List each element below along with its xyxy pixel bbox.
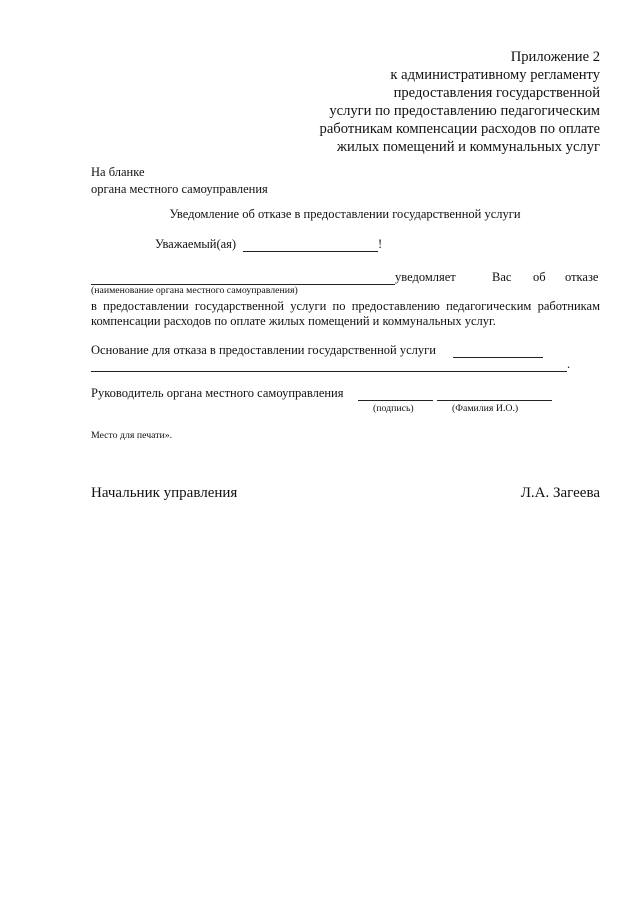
footer-position: Начальник управления [91, 485, 238, 501]
notify-word-1: уведомляет [395, 270, 456, 284]
greeting-suffix: ! [378, 237, 383, 251]
reason-blank-1[interactable] [453, 357, 543, 358]
reason-label: Основание для отказа в предоставлении государственной услуги [91, 343, 436, 357]
letterhead-line-1: На бланке [91, 165, 145, 179]
document-title: Уведомление об отказе в предоставлении государственной услуги [169, 207, 521, 221]
notify-word-3: об [533, 270, 546, 284]
appendix-line: предоставления государственной [393, 85, 600, 101]
fullname-caption: (Фамилия И.О.) [452, 403, 519, 414]
appendix-line: Приложение 2 [510, 49, 600, 65]
head-sign-label: Руководитель органа местного самоуправления [91, 386, 344, 400]
stamp-place: Место для печати». [91, 430, 173, 441]
reason-end: . [567, 357, 571, 371]
appendix-line: к административному регламенту [390, 67, 600, 83]
footer-name: Л.А. Загеева [520, 485, 600, 501]
fullname-blank[interactable] [437, 400, 552, 401]
greeting-prefix: Уважаемый(ая) [155, 237, 237, 251]
signature-caption: (подпись) [373, 403, 414, 414]
appendix-line: работникам компенсации расходов по оплате [319, 121, 600, 137]
letterhead-note [91, 164, 268, 198]
notify-word-2: Вас [492, 270, 512, 284]
appendix-line: жилых помещений и коммунальных услуг [336, 139, 600, 155]
signature-blank[interactable] [358, 400, 433, 401]
reason-blank-2[interactable] [91, 371, 567, 372]
notify-word-4: отказе [565, 270, 599, 284]
appendix-header [320, 48, 600, 156]
notify-body-line-2: компенсации расходов по оплате жилых помещений и коммунальных услуг. [91, 314, 496, 328]
letterhead-line-2: органа местного самоуправления [91, 182, 268, 196]
greeting-name-blank[interactable] [243, 251, 378, 252]
appendix-line: услуги по предоставлению педагогическим [329, 103, 600, 119]
authority-name-caption: (наименование органа местного самоуправления) [91, 285, 298, 296]
notify-body-line-1: в предоставлении государственной услуги по предоставлению педагогическим работникам [91, 299, 600, 313]
